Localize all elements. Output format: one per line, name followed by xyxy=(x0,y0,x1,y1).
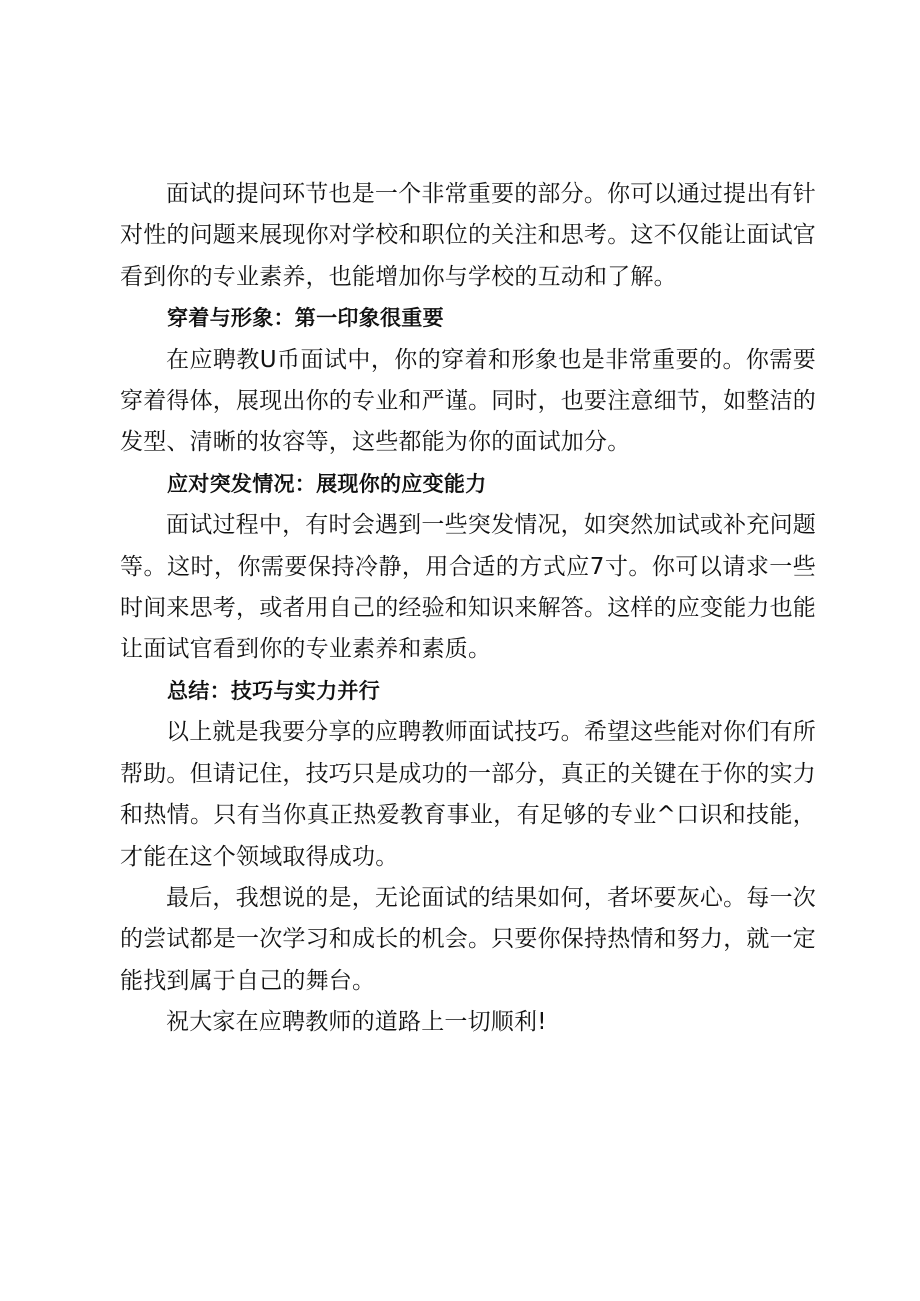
heading-summary: 总结：技巧与实力并行 xyxy=(167,678,380,703)
paragraph-summary: 以上就是我要分享的应聘教师面试技巧。希望这些能对你们有所帮助。但请记住，技巧只是成功的一部分，真正的关键在于你的实力和热情。只有当你真正热爱教育事业，有足够的专业^口识和技能，才能在这个领域取得成功。 xyxy=(120,719,816,870)
paragraph-interview-questions: 面试的提问环节也是一个非常重要的部分。你可以通过提出有针对性的问题来展现你对学校和职位的关注和思考。这不仅能让面试官看到你的专业素养，也能增加你与学校的互动和了解。 xyxy=(120,181,816,290)
paragraph-emergencies: 面试过程中，有时会遇到一些突发情况，如突然加试或补充问题等。这时，你需要保持冷静，用合适的方式应7寸。你可以请求一些时间来思考，或者用自己的经验和知识来解答。这样的应变能力也能让面试官看到你的专业素养和素质。 xyxy=(120,512,816,663)
document-body xyxy=(120,174,816,1044)
heading-attire: 穿着与形象：第一印象很重要 xyxy=(167,306,444,331)
paragraph-closing: 最后，我想说的是，无论面试的结果如何，者坏要灰心。每一次的尝试都是一次学习和成长的机会。只要你保持热情和努力，就一定能找到属于自己的舞台。 xyxy=(120,884,816,994)
paragraph-wishes: 祝大家在应聘教师的道路上一切顺利! xyxy=(166,1009,547,1036)
heading-emergencies: 应对突发情况：展现你的应变能力 xyxy=(167,471,487,496)
paragraph-attire: 在应聘教U币面试中，你的穿着和形象也是非常重要的。你需要穿着得体，展现出你的专业和严谨。同时，也要注意细节，如整洁的发型、清晰的妆容等，这些都能为你的面试加分。 xyxy=(120,346,816,456)
